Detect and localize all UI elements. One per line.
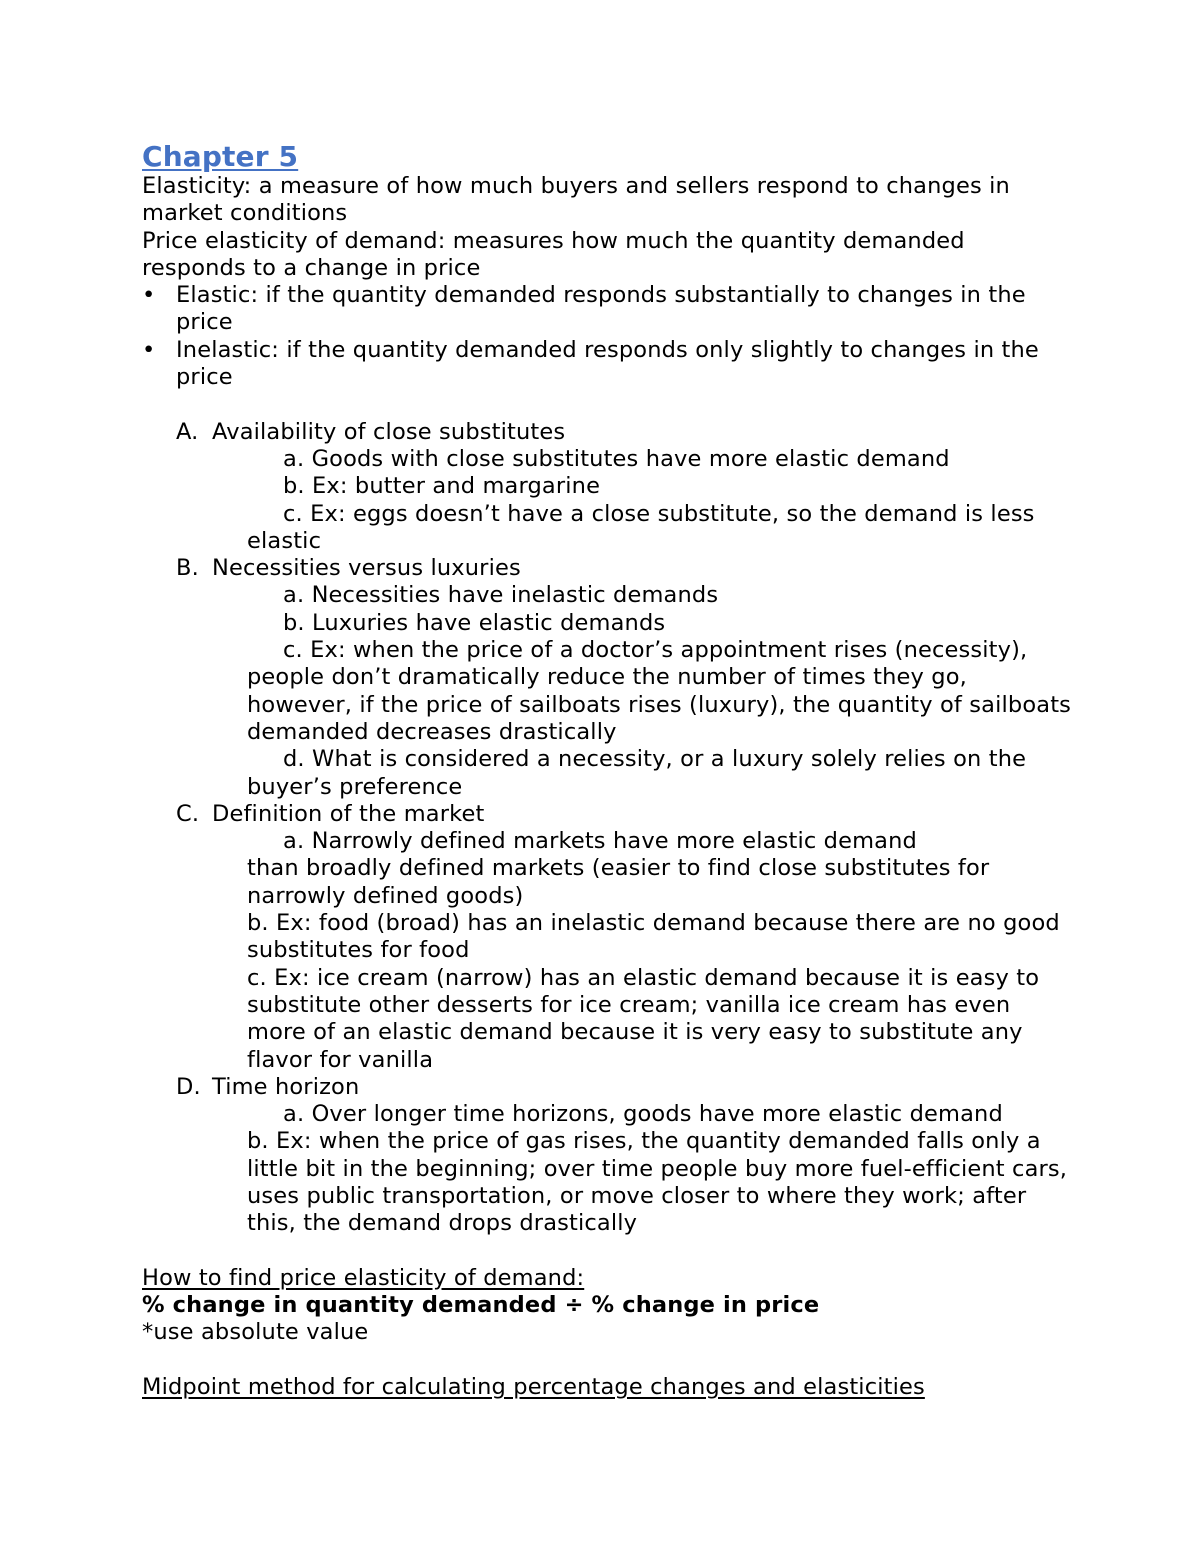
document-body	[142, 139, 1072, 1401]
sub-marker: a.	[283, 1101, 305, 1128]
sub-item	[142, 582, 1072, 609]
definition-bullet-list	[142, 282, 1072, 391]
outline-item-c	[142, 801, 1072, 828]
outline-marker: B.	[176, 555, 199, 582]
bullet-text: Elastic: if the quantity demanded responds substantially to changes in the price	[176, 282, 1026, 336]
formula-heading: How to find price elasticity of demand:	[142, 1264, 585, 1291]
outline-item-d	[142, 1074, 1072, 1101]
outline-heading: Availability of close substitutes	[212, 418, 566, 445]
sub-item-continuation	[142, 855, 1072, 910]
blank-line	[142, 1238, 1072, 1265]
sub-item	[142, 828, 1072, 855]
sub-text: Ex: when the price of a doctor’s appointment rises (necessity), people don’t dramatically reduce the number of times they go, however, if the price of sailboats rises (luxury), the quantity of sailboats demanded decreases drastically	[247, 637, 1072, 745]
sub-item	[142, 637, 1072, 746]
sub-marker: b.	[247, 1128, 269, 1155]
sub-item	[142, 610, 1072, 637]
sub-text: Over longer time horizons, goods have more elastic demand	[311, 1101, 1003, 1128]
sub-text: Goods with close substitutes have more elastic demand	[311, 445, 950, 472]
elasticity-formula: % change in quantity demanded ÷ % change in price	[142, 1292, 820, 1319]
outline-item-b	[142, 555, 1072, 582]
sub-item	[142, 965, 1072, 1074]
sub-text: than broadly defined markets (easier to find close substitutes for narrowly defined goods)	[247, 855, 990, 909]
sub-item	[142, 746, 1072, 801]
sub-marker: a.	[283, 445, 305, 472]
sub-marker: c.	[247, 964, 267, 991]
sub-marker: a.	[283, 828, 305, 855]
sub-item	[142, 910, 1072, 965]
sub-text: Necessities have inelastic demands	[311, 582, 719, 609]
sub-text: Ex: ice cream (narrow) has an elastic demand because it is easy to substitute other desserts for ice cream; vanilla ice cream has even more of an elastic demand because it is very easy to substitute any flavor for vanilla	[247, 964, 1040, 1073]
outline-marker: C.	[176, 800, 200, 827]
sub-text: What is considered a necessity, or a luxury solely relies on the buyer’s preference	[247, 746, 1027, 800]
outline-heading: Definition of the market	[212, 800, 485, 827]
elasticity-definition: Elasticity: a measure of how much buyers and sellers respond to changes in market conditions	[142, 173, 1010, 227]
sub-list-d	[142, 1101, 1072, 1237]
sub-marker: c.	[283, 500, 303, 527]
price-elasticity-definition: Price elasticity of demand: measures how much the quantity demanded responds to a change in price	[142, 227, 965, 281]
sub-marker: a.	[283, 582, 305, 609]
sub-text: Ex: eggs doesn’t have a close substitute, so the demand is less elastic	[247, 500, 1035, 554]
bullet-elastic	[142, 282, 1072, 337]
bullet-icon: •	[142, 282, 156, 309]
sub-marker: b.	[283, 473, 305, 500]
sub-item	[142, 1101, 1072, 1128]
sub-item	[142, 446, 1072, 473]
sub-marker: b.	[247, 910, 269, 937]
sub-text: Ex: when the price of gas rises, the quantity demanded falls only a little bit in the beginning; over time people buy more fuel-efficient cars, uses public transportation, or move closer to where they work; after this, the demand drops drastically	[247, 1128, 1068, 1237]
sub-item	[142, 1128, 1072, 1237]
sub-marker: c.	[283, 637, 303, 664]
outline-item-a	[142, 419, 1072, 446]
sub-text: Ex: food (broad) has an inelastic demand because there are no good substitutes for food	[247, 910, 1060, 964]
blank-line	[142, 1347, 1072, 1374]
sub-marker: d.	[283, 746, 305, 773]
sub-list-c	[142, 828, 1072, 1074]
sub-item	[142, 501, 1072, 556]
bullet-icon: •	[142, 336, 156, 363]
outline-marker: A.	[176, 418, 199, 445]
outline-heading: Necessities versus luxuries	[212, 555, 521, 582]
outline-marker: D.	[176, 1073, 201, 1100]
sub-list-a	[142, 446, 1072, 555]
bullet-text: Inelastic: if the quantity demanded responds only slightly to changes in the price	[176, 336, 1039, 391]
sub-item	[142, 473, 1072, 500]
outline-heading: Time horizon	[212, 1073, 360, 1100]
chapter-title: Chapter 5	[142, 140, 299, 173]
sub-text: Luxuries have elastic demands	[312, 609, 666, 636]
determinants-outline	[142, 419, 1072, 1238]
midpoint-heading: Midpoint method for calculating percentage changes and elasticities	[142, 1374, 925, 1401]
sub-marker: b.	[283, 609, 305, 636]
sub-list-b	[142, 582, 1072, 800]
sub-text: Ex: butter and margarine	[312, 473, 601, 500]
sub-text: Narrowly defined markets have more elastic demand	[311, 828, 917, 855]
bullet-inelastic	[142, 337, 1072, 392]
formula-note: *use absolute value	[142, 1319, 369, 1346]
blank-line	[142, 391, 1072, 418]
